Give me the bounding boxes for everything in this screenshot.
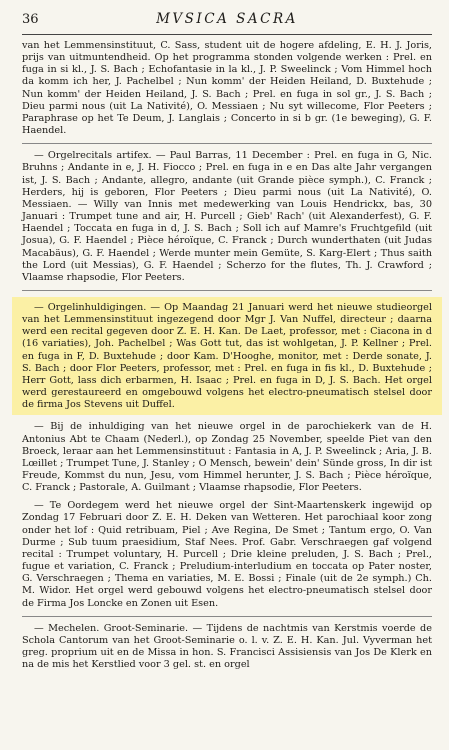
- paragraph-chaam: — Bij de inhuldiging van het nieuwe orgel in de parochiekerk van de H. Antonius Abt te Chaam (Nederl.), op Zondag 25 November, speelde Piet van den Broeck, leraar aan het Lemmensinstituut : Fantasia in A, J. P. Sweelinck ; Aria, J. B. Lœillet ; Trumpet Tune, J. Stanley ; O Mensch, bewein' dein' Sünde gross, In dir ist Freude, Kommst du nun, Jesu, vom Himmel herunter, J. S. Bach ; Pièce héroïque, C. Franck ; Pastorale, A. Guilmant ; Vlaamse rhapsodie, Flor Peeters.: [22, 421, 432, 494]
- paragraph-orgelinhuldigingen-highlighted: — Orgelinhuldigingen. — Op Maandag 21 Januari werd het nieuwe studieorgel van het Lemmensinstituut ingezegend door Mgr J. Van Nuffel, directeur ; daarna werd een recital gegeven door Z. E. H. Kan. De Laet, professor, met : Ciacona in d (16 variaties), Joh. Pachelbel ; Was Gott tut, das ist wohlgetan, J. P. Kellner ; Prel. en fuga in F, D. Buxtehude ; door Kam. D'Hooghe, monitor, met : Derde sonate, J. S. Bach ; door Flor Peeters, professor, met : Prel. en fuga in fis kl., D. Buxtehude ; Herr Gott, lass dich erbarmen, H. Isaac ; Prel. en fuga in D, J. S. Bach. Het orgel werd gerestaureerd en omgebouwd volgens het electro-pneumatisch stelsel door de firma Jos Stevens uit Duffel.: [12, 297, 442, 415]
- section-divider: [22, 290, 432, 291]
- running-title: MVSICA SACRA: [156, 11, 298, 27]
- paragraph-orgelrecitals: — Orgelrecitals artifex. — Paul Barras, 11 December : Prel. en fuga in G, Nic. Bruhns ; Andante in e, J. H. Fiocco ; Prel. en fuga in e en Das alte Jahr vergangen ist, J. S. Bach ; Andante, allegro, andante (uit Grande pièce symph.), C. Franck ; Herders, hij is geboren, Flor Peeters ; Dieu parmi nous (uit La Nativité), O. Messiaen. — Willy van Innis met medewerking van Louis Hendrickx, bas, 30 Januari : Trumpet tune and air, H. Purcell ; Gieb' Rach' (uit Alexanderfest), G. F. Haendel ; Toccata en fuga in d, J. S. Bach ; Soll ich auf Mamre's Fruchtgefild (uit Josua), G. F. Haendel ; Pièce héroïque, C. Franck ; Durch wunderthaten (uit Judas Macabäus), G. F. Haendel ; Werde munter mein Gemüte, S. Karg-Elert ; Thus saith the Lord (uit Messias), G. F. Haendel ; Scherzo for the flutes, Th. J. Crawford ; Vlaamse rhapsodie, Flor Peeters.: [22, 150, 432, 283]
- paragraph-mechelen: — Mechelen. Groot-Seminarie. — Tijdens de nachtmis van Kerstmis voerde de Schola Cantorum van het Groot-Seminarie o. l. v. Z. E. H. Kan. Jul. Vyverman het greg. proprium uit en de Missa in hon. S. Francisci Assisiensis van Jos De Klerk en na de mis het Kerstlied voor 3 gel. st. en orgel: [22, 622, 432, 671]
- paragraph-1: van het Lemmensinstituut, C. Sass, student uit de hogere afdeling, E. H. J. Joris, prijs van uitmuntendheid. Op het programma stonden volgende werken : Prel. en fuga in si kl., J. S. Bach ; Echofantasie in la kl., J. P. Sweelinck ; Vom Himmel hoch da komm ich her, J. Pachelbel ; Nun komm' der Heiden Heiland, D. Buxtehude ; Nun komm' der Heiden Heiland, J. S. Bach ; Prel. en fuga in sol gr., J. S. Bach ; Dieu parmi nous (uit La Nativité), O. Messiaen ; Nu syt willecome, Flor Peeters ; Paraphrase op het Te Deum, J. Langlais ; Concerto in si b gr. (1e beweging), G. F. Haendel.: [22, 40, 432, 137]
- section-divider: [22, 143, 432, 144]
- page-header: [22, 6, 432, 35]
- page-number: 36: [22, 12, 39, 27]
- paragraph-oordegem: — Te Oordegem werd het nieuwe orgel der Sint-Maartenskerk ingewijd op Zondag 17 Februari door Z. E. H. Deken van Wetteren. Het parochiaal koor zong onder het lof : Quid retribuam, Piel ; Ave Regina, De Smet ; Tantum ergo, O. Van Durme ; Sub tuum praesidium, Staf Nees. Prof. Gabr. Verschraegen gaf volgend recital : Trumpet voluntary, H. Purcell ; Drie kleine preluden, J. S. Bach ; Prel., fugue et variation, C. Franck ; Preludium-interludium en toccata op Pater noster, G. Verschraegen ; Thema en variaties, M. E. Bossi ; Finale (uit de 2e symph.) Ch. M. Widor. Het orgel werd gebouwd volgens het electro-pneumatisch stelsel door de Firma Jos Loncke en Zonen uit Esen.: [22, 500, 432, 609]
- section-divider: [22, 616, 432, 617]
